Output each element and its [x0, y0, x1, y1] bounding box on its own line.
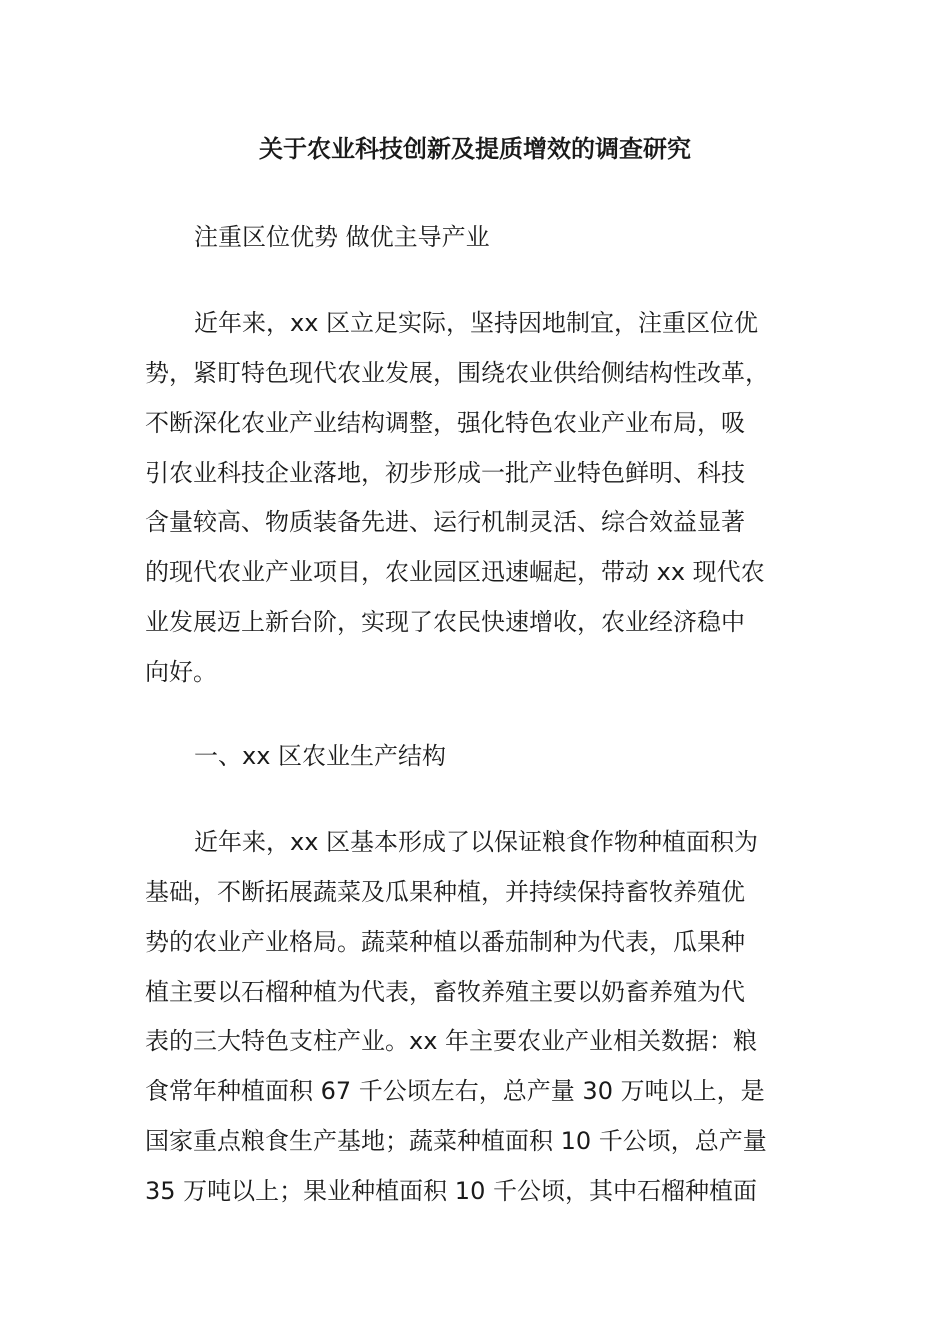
paragraph-line: 表的三大特色支柱产业。xx 年主要农业产业相关数据：粮 — [145, 1027, 758, 1055]
subheading: 注重区位优势 做优主导产业 — [194, 223, 490, 251]
paragraph-line: 向好。 — [145, 658, 217, 686]
paragraph-line: 势的农业产业格局。蔬菜种植以番茄制种为代表，瓜果种 — [145, 928, 745, 956]
paragraph-line: 近年来，xx 区基本形成了以保证粮食作物种植面积为 — [194, 828, 759, 856]
paragraph-line: 不断深化农业产业结构调整，强化特色农业产业布局，吸 — [145, 409, 745, 437]
section-heading: 一、xx 区农业生产结构 — [194, 742, 447, 770]
paragraph-line: 含量较高、物质装备先进、运行机制灵活、综合效益显著 — [145, 508, 745, 536]
paragraph-line: 基础，不断拓展蔬菜及瓜果种植，并持续保持畜牧养殖优 — [145, 878, 745, 906]
paragraph-line: 食常年种植面积 67 千公顷左右，总产量 30 万吨以上，是 — [145, 1077, 765, 1105]
paragraph-line: 35 万吨以上；果业种植面积 10 千公顷，其中石榴种植面 — [145, 1177, 757, 1205]
document-title: 关于农业科技创新及提质增效的调查研究 — [259, 135, 691, 163]
paragraph-line: 国家重点粮食生产基地；蔬菜种植面积 10 千公顷，总产量 — [145, 1127, 767, 1155]
paragraph-line: 近年来，xx 区立足实际，坚持因地制宜，注重区位优 — [194, 309, 759, 337]
paragraph-line: 势，紧盯特色现代农业发展，围绕农业供给侧结构性改革， — [145, 359, 769, 387]
paragraph-line: 的现代农业产业项目，农业园区迅速崛起，带动 xx 现代农 — [145, 558, 765, 586]
paragraph-line: 植主要以石榴种植为代表，畜牧养殖主要以奶畜养殖为代 — [145, 978, 745, 1006]
paragraph-line: 业发展迈上新台阶，实现了农民快速增收，农业经济稳中 — [145, 608, 745, 636]
paragraph-line: 引农业科技企业落地，初步形成一批产业特色鲜明、科技 — [145, 459, 745, 487]
